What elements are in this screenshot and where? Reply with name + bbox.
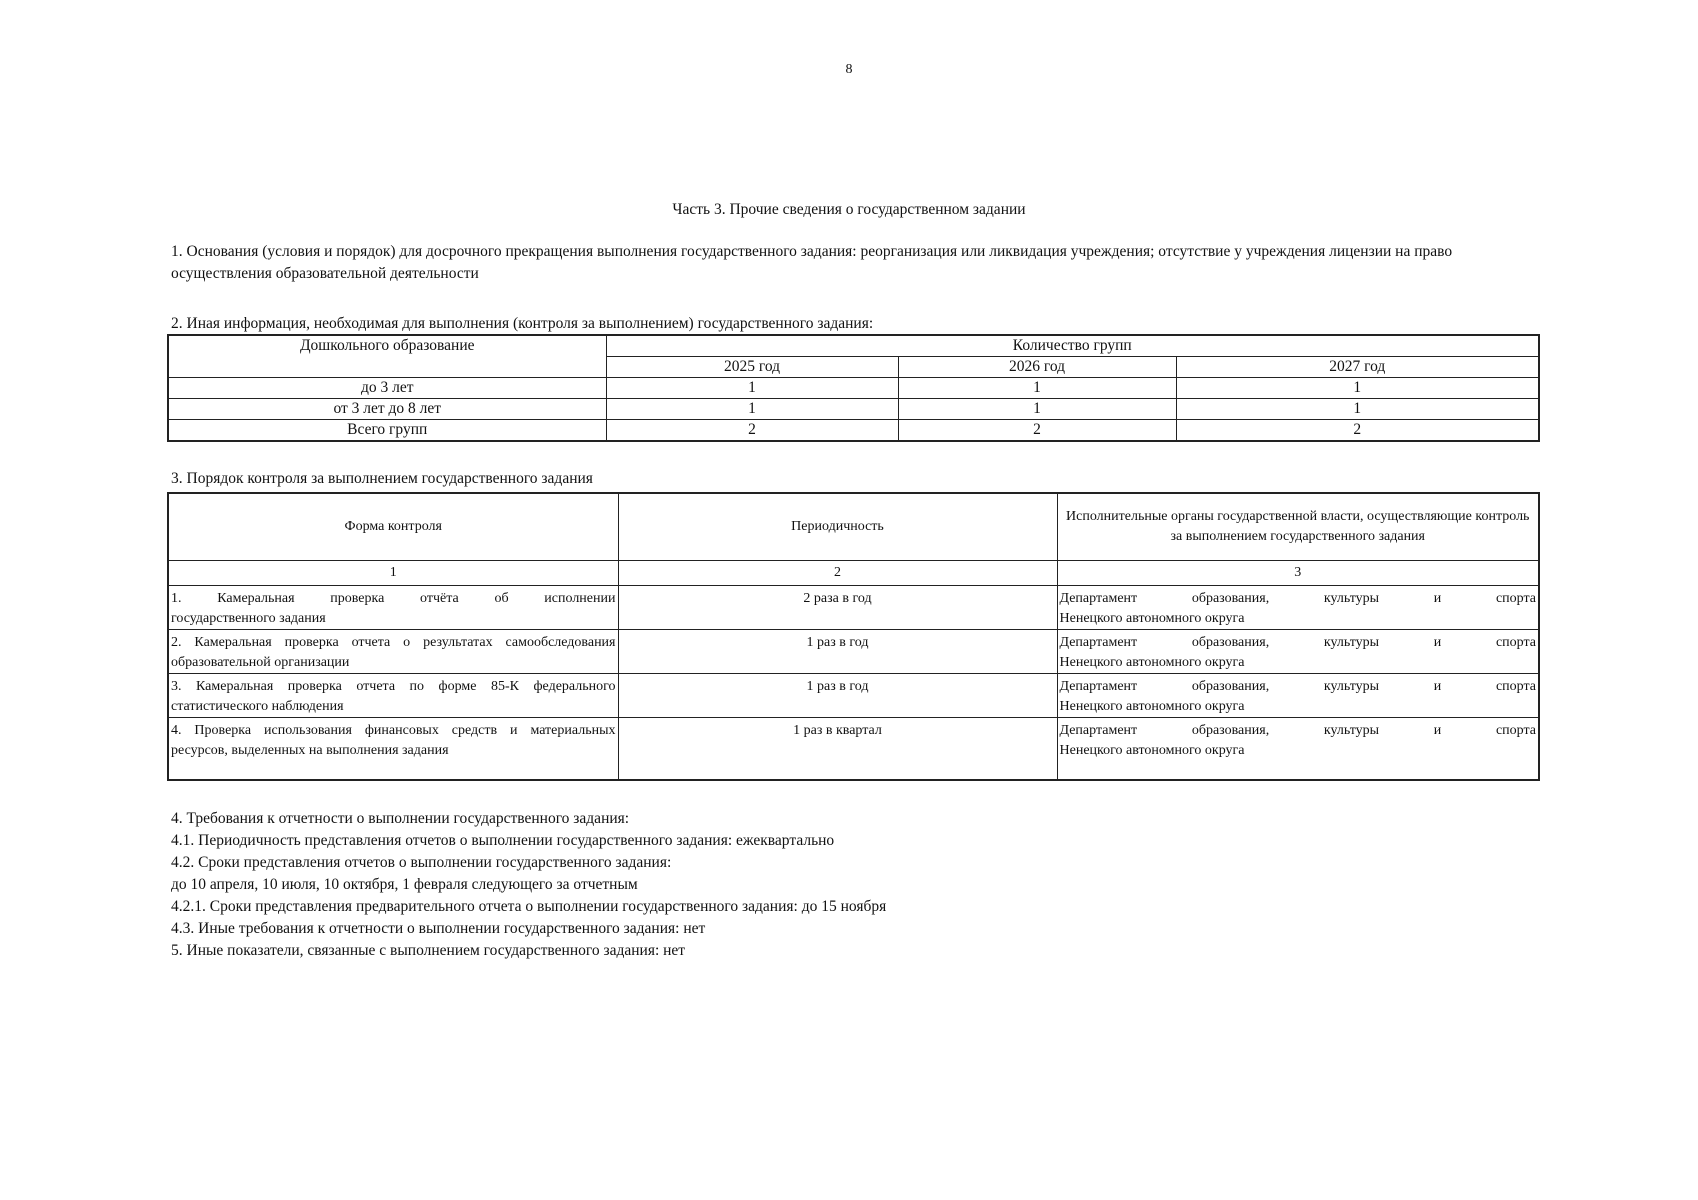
control-form-text: 3. Камеральная проверка отчета по форме 85-К федерального xyxy=(171,679,616,694)
column-number: 2 xyxy=(618,561,1057,586)
control-form-cell xyxy=(168,586,618,630)
table-row xyxy=(168,674,1539,718)
authority-cell xyxy=(1057,674,1539,718)
control-procedure-heading: 3. Порядок контроля за выполнением государственного задания xyxy=(171,470,593,487)
page-number: 8 xyxy=(845,62,853,77)
groups-col-label: Дошкольного образование xyxy=(168,335,606,378)
group-count: 1 xyxy=(898,378,1176,399)
year-header: 2025 год xyxy=(606,357,898,378)
periodicity-cell: 2 раза в год xyxy=(618,586,1057,630)
periodicity-cell: 1 раз в год xyxy=(618,630,1057,674)
group-count: 2 xyxy=(1176,420,1539,442)
other-info-heading: 2. Иная информация, необходимая для выполнения (контроля за выполнением) государственного задания: xyxy=(171,315,874,332)
periodicity-cell: 1 раз в квартал xyxy=(618,718,1057,780)
table-row xyxy=(168,630,1539,674)
group-count: 1 xyxy=(898,399,1176,420)
authority-text: Департамент образования, культуры и спорта xyxy=(1059,591,1536,606)
groups-table xyxy=(167,334,1540,442)
control-form-text: государственного задания xyxy=(171,611,326,626)
authority-text: Ненецкого автономного округа xyxy=(1059,655,1245,670)
grounds-paragraph: 1. Основания (условия и порядок) для досрочного прекращения выполнения государственного задания: реорганизация или ликвидация учреждения; отсутствие у учреждения лицензии на право осуществления образовательной деятельности xyxy=(171,243,1453,282)
authority-text: Департамент образования, культуры и спорта xyxy=(1059,635,1536,650)
periodicity-header: Периодичность xyxy=(618,493,1057,561)
periodicity-cell: 1 раз в год xyxy=(618,674,1057,718)
authority-cell xyxy=(1057,718,1539,780)
requirement-line: 4.2.1. Сроки представления предварительного отчета о выполнении государственного задания: до 15 ноября xyxy=(171,898,887,915)
control-table xyxy=(167,492,1540,781)
table-row xyxy=(168,399,1539,420)
table-row xyxy=(168,378,1539,399)
requirement-line: 4.1. Периодичность представления отчетов о выполнении государственного задания: ежеквартально xyxy=(171,832,835,849)
group-count: 1 xyxy=(606,399,898,420)
control-form-cell xyxy=(168,630,618,674)
groups-header: Количество групп xyxy=(606,335,1539,357)
control-form-text: ресурсов, выделенных на выполнения задания xyxy=(171,743,449,758)
table-row xyxy=(168,586,1539,630)
requirement-line: 4.3. Иные требования к отчетности о выполнении государственного задания: нет xyxy=(171,920,706,937)
table-row xyxy=(168,718,1539,780)
control-form-text: образовательной организации xyxy=(171,655,350,670)
requirement-line: 4.2. Сроки представления отчетов о выполнении государственного задания: xyxy=(171,854,672,871)
group-count: 1 xyxy=(1176,399,1539,420)
year-header: 2027 год xyxy=(1176,357,1539,378)
control-form-cell xyxy=(168,674,618,718)
authority-text: Ненецкого автономного округа xyxy=(1059,699,1245,714)
control-form-cell xyxy=(168,718,618,780)
reporting-requirements xyxy=(171,808,886,962)
requirement-line: 4. Требования к отчетности о выполнении государственного задания: xyxy=(171,810,630,827)
table-row xyxy=(168,420,1539,442)
year-header: 2026 год xyxy=(898,357,1176,378)
group-count: 1 xyxy=(606,378,898,399)
control-form-text: статистического наблюдения xyxy=(171,699,344,714)
control-form-text: 1. Камеральная проверка отчёта об исполнении xyxy=(171,591,616,606)
age-group-label: от 3 лет до 8 лет xyxy=(168,399,606,420)
requirement-line: 5. Иные показатели, связанные с выполнением государственного задания: нет xyxy=(171,942,686,959)
authority-cell xyxy=(1057,586,1539,630)
control-form-text: 2. Камеральная проверка отчета о результатах самообследования xyxy=(171,635,616,650)
authority-text: Департамент образования, культуры и спорта xyxy=(1059,723,1536,738)
requirement-line: до 10 апреля, 10 июля, 10 октября, 1 февраля следующего за отчетным xyxy=(171,876,638,893)
control-form-header: Форма контроля xyxy=(168,493,618,561)
authority-text: Ненецкого автономного округа xyxy=(1059,743,1245,758)
group-count: 2 xyxy=(898,420,1176,442)
authority-header: Исполнительные органы государственной власти, осуществляющие контроль за выполнением государственного задания xyxy=(1057,493,1539,561)
authority-cell xyxy=(1057,630,1539,674)
total-groups-label: Всего групп xyxy=(168,420,606,442)
group-count: 2 xyxy=(606,420,898,442)
authority-text: Ненецкого автономного округа xyxy=(1059,611,1245,626)
age-group-label: до 3 лет xyxy=(168,378,606,399)
group-count: 1 xyxy=(1176,378,1539,399)
part-title: Часть 3. Прочие сведения о государственном задании xyxy=(672,201,1026,218)
authority-text: Департамент образования, культуры и спорта xyxy=(1059,679,1536,694)
column-number: 1 xyxy=(168,561,618,586)
control-form-text: 4. Проверка использования финансовых средств и материальных xyxy=(171,723,616,738)
column-number: 3 xyxy=(1057,561,1539,586)
